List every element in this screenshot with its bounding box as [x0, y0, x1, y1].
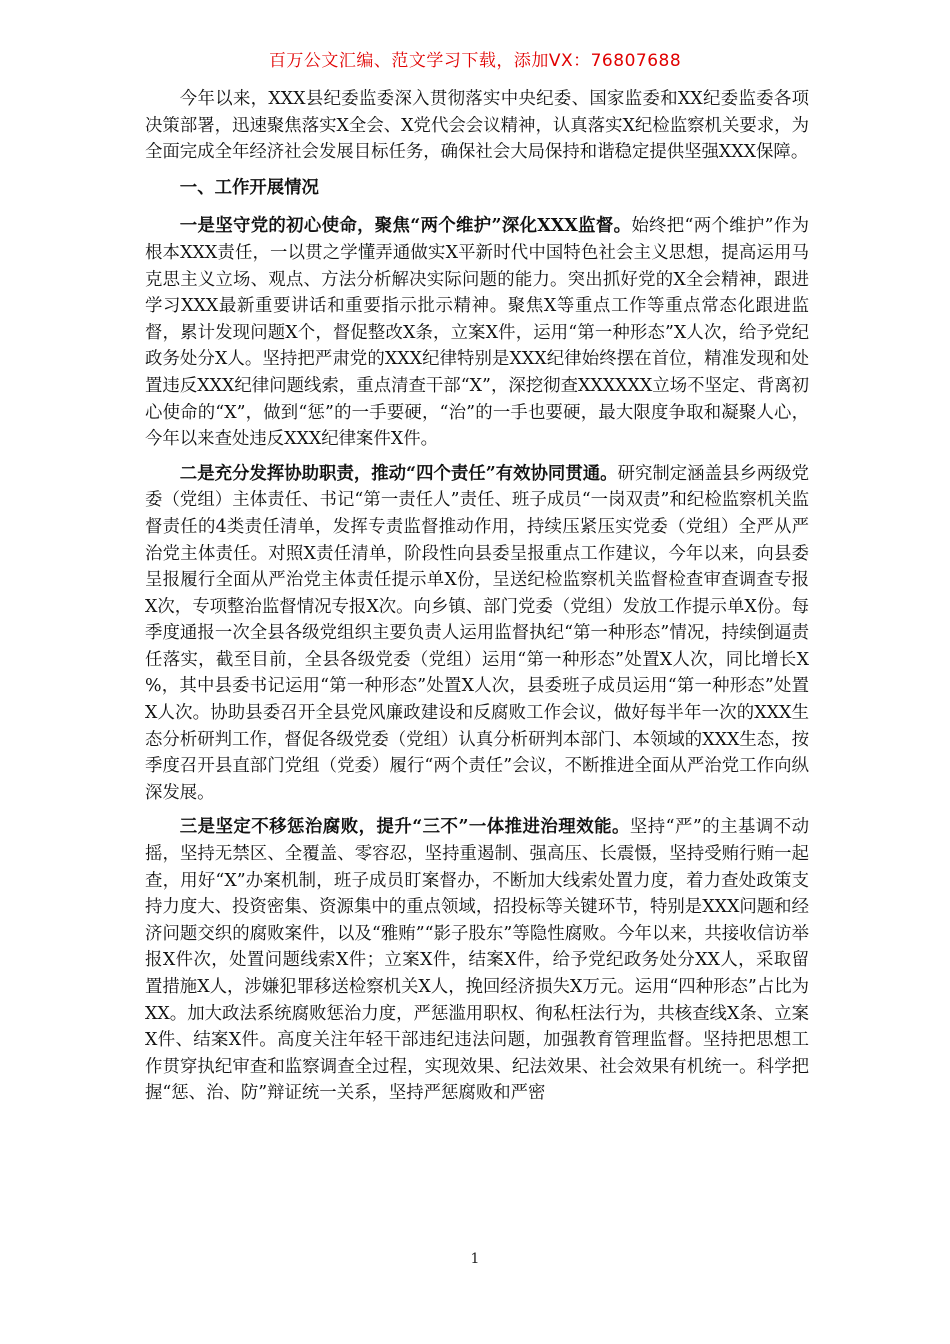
page-number: 1	[470, 1251, 480, 1267]
paragraph-2-body: 研究制定涵盖县乡两级党委（党组）主体责任、书记“第一责任人”责任、班子成员“一岗双责”和纪检监察机关监督责任的4类责任清单，发挥专责监督推动作用，持续压紧压实党委（党组）全严从严治党主体责任。对照X责任清单，阶段性向县委呈报重点工作建议，今年以来，向县委呈报履行全面从严治党主体责任提示单X份，呈送纪检监察机关监督检查审查调查专报X次，专项整治监督情况专报X次。向乡镇、部门党委（党组）发放工作提示单X份。每季度通报一次全县各级党组织主要负责人运用监督执纪“第一种形态”情况，持续倒逼责任落实，截至目前，全县各级党委（党组）运用“第一种形态”处置X人次，同比增长X %，其中县委书记运用“第一种形态”处置X人次，县委班子成员运用“第一种形态”处置X人次。协助县委召开全县党风廉政建设和反腐败工作会议，做好每半年一次的XXX生态分析研判工作，督促各级党委（党组）认真分析研判本部门、本领域的XXX生态，按季度召开县直部门党组（党委）履行“两个责任”会议，不断推进全面从严治党工作向纵深发展。	[145, 463, 809, 803]
paragraph-3-body: 坚持“严”的主基调不动摇，坚持无禁区、全覆盖、零容忍，坚持重遏制、强高压、长震慑，坚持受贿行贿一起查，用好“X”办案机制，班子成员盯案督办，不断加大线索处置力度，着力查处政策支持力度大、投资密集、资源集中的重点领域，招投标等关键环节，特别是XXX问题和经济问题交织的腐败案件，以及“雅贿”“影子股东”等隐性腐败。今年以来，共接收信访举报X件次，处置问题线索X件；立案X件，结案X件，给予党纪政务处分XX人，采取留置措施X人，涉嫌犯罪移送检察机关X人，挽回经济损失X万元。运用“四种形态”占比为XX。加大政法系统腐败惩治力度，严惩滥用职权、徇私枉法行为，共核查线X条、立案X件、结案X件。高度关注年轻干部违纪违法问题，加强教育管理监督。坚持把思想工作贯穿执纪审查和监察调查全过程，实现效果、纪法效果、社会效果有机统一。科学把握“惩、治、防”辩证统一关系，坚持严惩腐败和严密	[145, 817, 809, 1104]
paragraph-3-lead: 三是坚定不移惩治腐败，提升“三不”一体推进治理效能。	[179, 817, 630, 838]
section-heading: 一、工作开展情况	[179, 177, 319, 198]
paragraph-2	[145, 461, 809, 807]
paragraph-1-lead: 一是坚守党的初心使命，聚焦“两个维护”深化XXX监督。	[179, 216, 632, 237]
intro-paragraph: 今年以来，XXX县纪委监委深入贯彻落实中央纪委、国家监委和XX纪委监委各项决策部署，迅速聚焦落实X全会、X党代会会议精神，认真落实X纪检监察机关要求，为全面完成全年经济社会发展目标任务，确保社会大局保持和谐稳定提供坚强XXX保障。	[145, 89, 809, 163]
paragraph-3	[145, 814, 809, 1107]
paragraph-1	[145, 213, 809, 452]
download-banner: 百万公文汇编、范文学习下载，添加VX：76807688	[268, 51, 682, 71]
paragraph-1-body: 始终把“两个维护”作为根本XXX责任，一以贯之学懂弄通做实X平新时代中国特色社会主义思想，提高运用马克思主义立场、观点、方法分析解决实际问题的能力。突出抓好党的X全会精神，跟进学习XXX最新重要讲话和重要指示批示精神。聚焦X等重点工作等重点常态化跟进监督，累计发现问题X个，督促整改X条，立案X件，运用“第一种形态”X人次，给予党纪政务处分X人。坚持把严肃党的XXX纪律特别是XXX纪律始终摆在首位，精准发现和处置违反XXX纪律问题线索，重点清查干部“X”，深挖彻查XXXXXX立场不坚定、背离初心使命的“X”，做到“惩”的一手要硬，“治”的一手也要硬，最大限度争取和凝聚人心，今年以来查处违反XXX纪律案件X件。	[145, 216, 809, 450]
paragraph-2-lead: 二是充分发挥协助职责，推动“四个责任”有效协同贯通。	[179, 463, 618, 484]
document-body	[145, 86, 809, 1115]
